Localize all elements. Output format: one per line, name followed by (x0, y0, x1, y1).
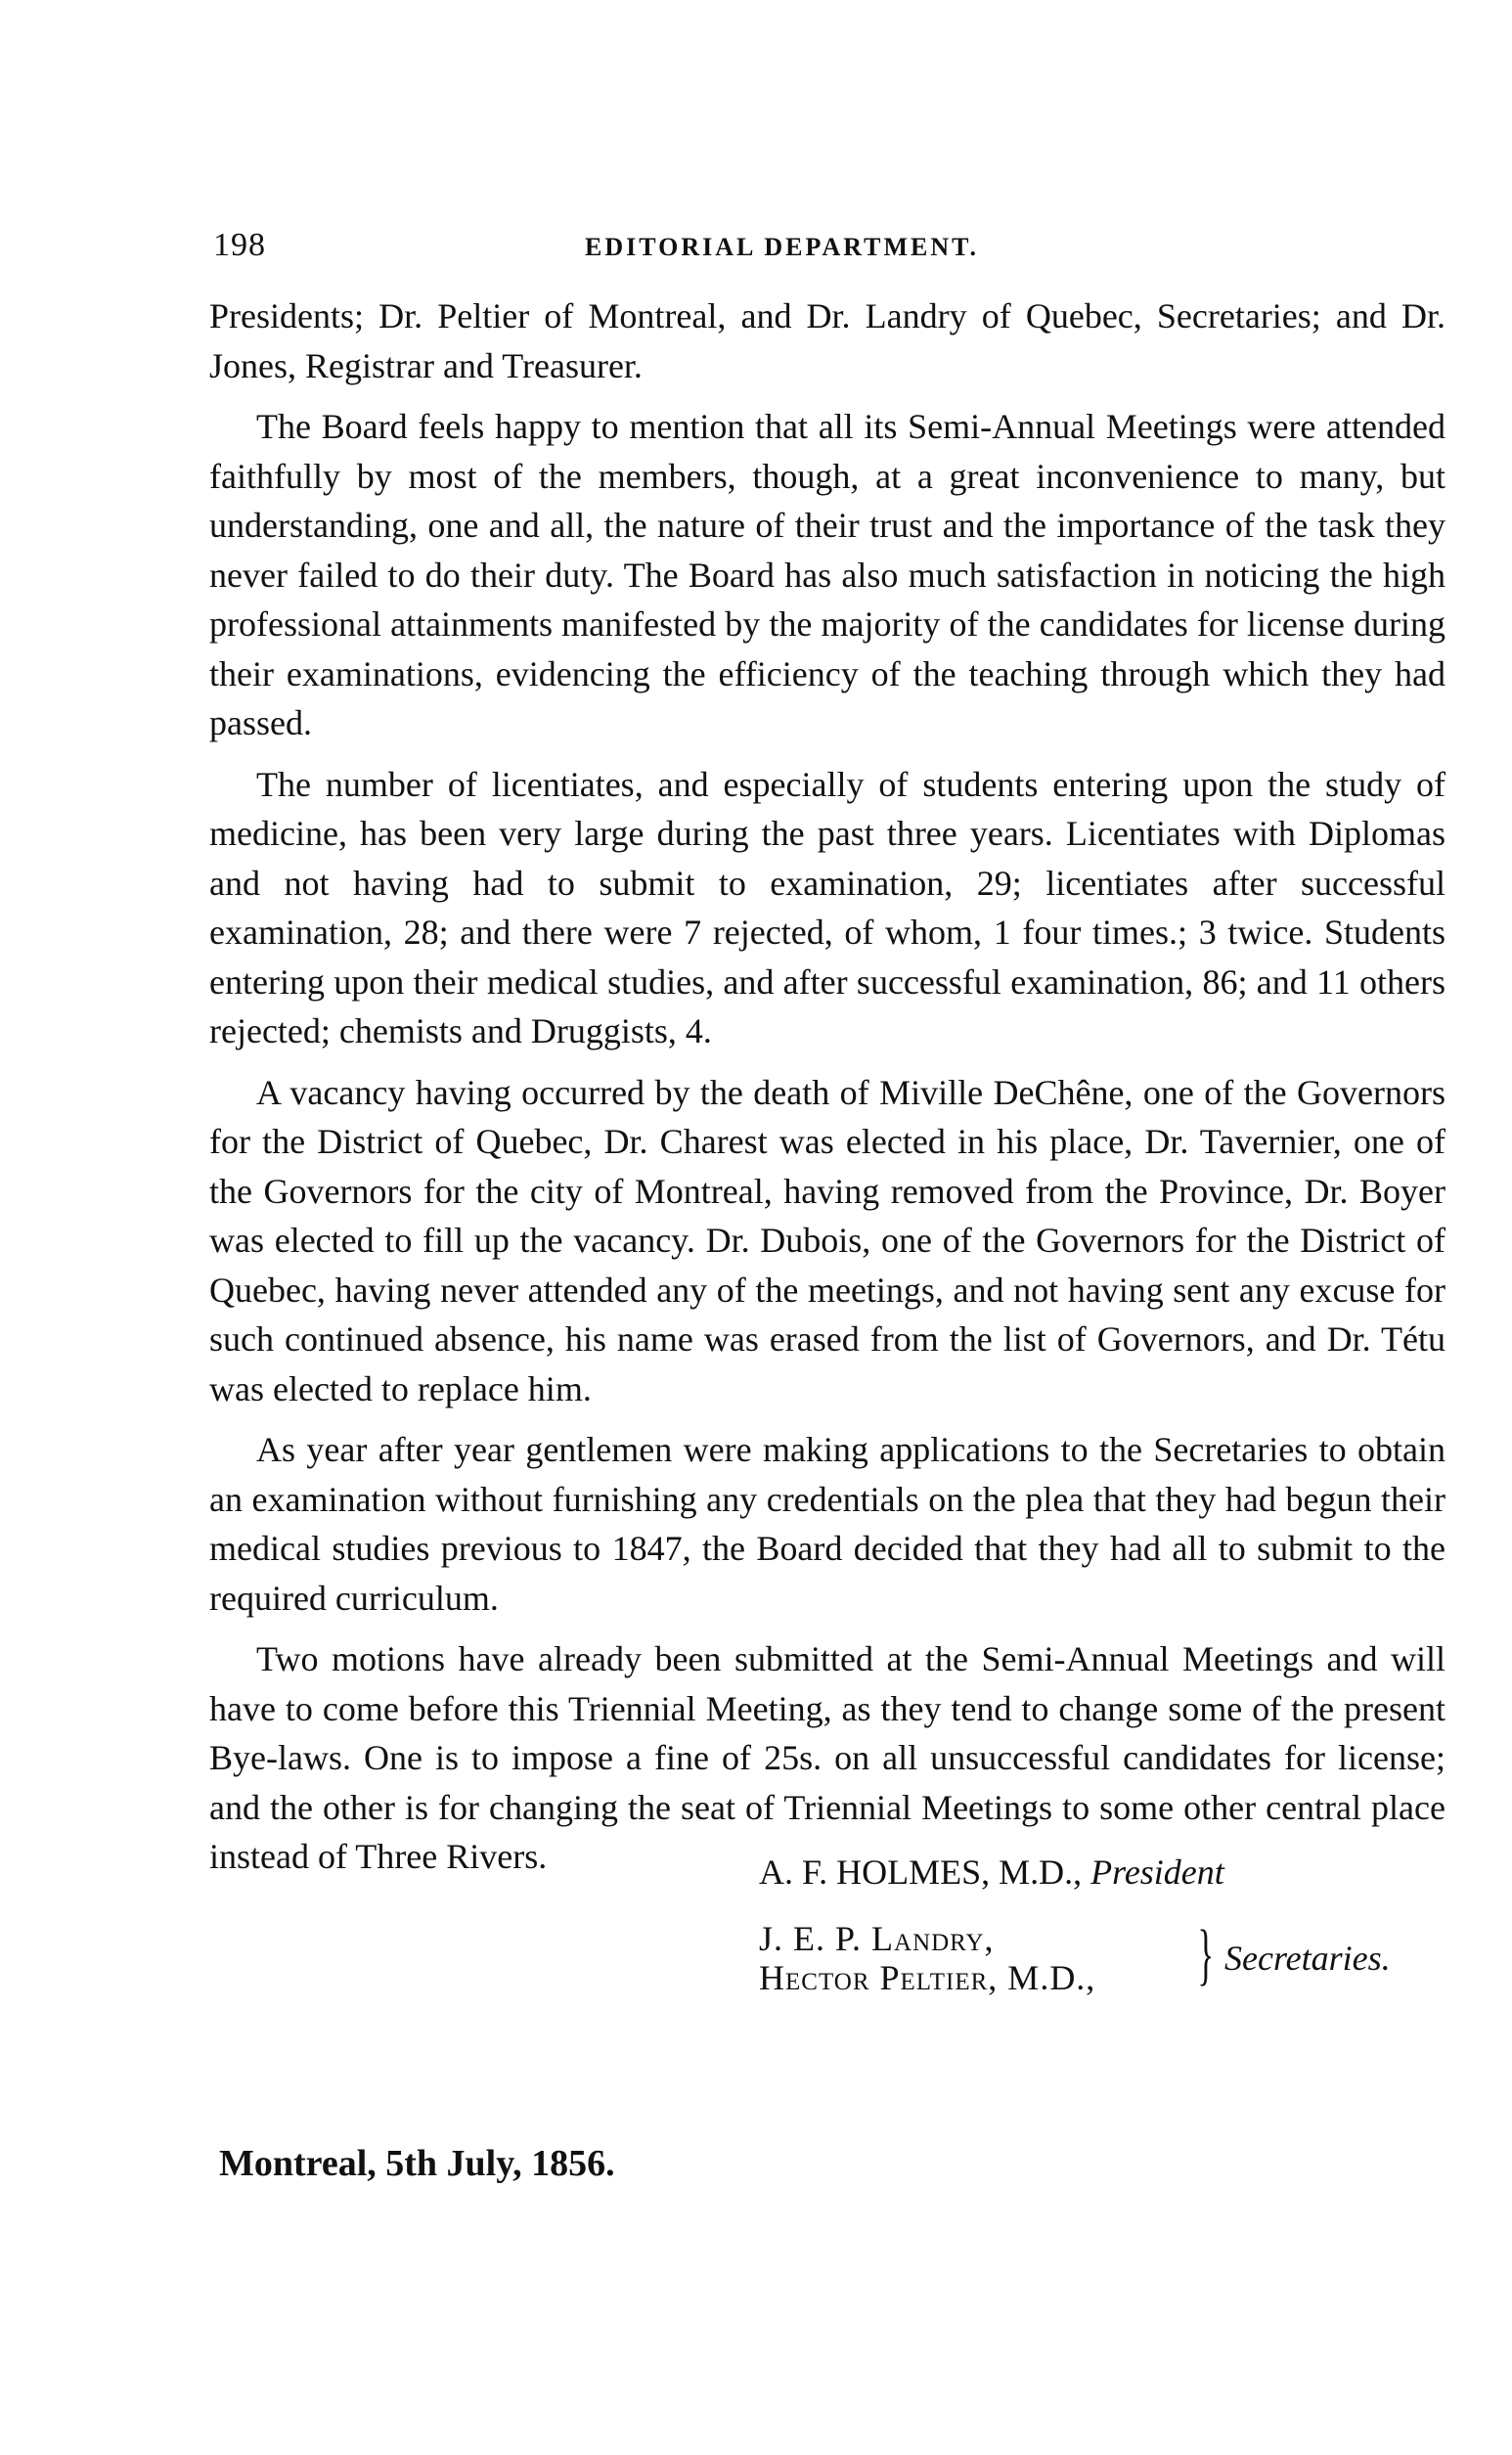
page-header (213, 227, 1445, 266)
president-name: A. F. HOLMES, M.D., (759, 1852, 1083, 1892)
paragraph-curriculum: As year after year gentlemen were making applications to the Secretaries to obtain an examination without furnishing any credentials on the plea that they had begun their medical studies previous to 1847, the Board decided that they had all to submit to the required curriculum. (209, 1430, 1445, 1618)
president-signature (759, 1851, 1463, 1894)
president-role: President (1090, 1852, 1224, 1892)
secretary-names (759, 1919, 1095, 1997)
secretary-landry: J. E. P. Landry, (759, 1919, 995, 1958)
secretary-peltier: Hector Peltier, M.D., (759, 1958, 1096, 1997)
signature-block (759, 1851, 1463, 2007)
paragraph-motions: Two motions have already been submitted at the Semi-Annual Meetings and will have to come before this Triennial Meeting, as they tend to change some of the present Bye-laws. One is to impose a fine of 25s. on all unsuccessful candidates for license; and the other is for changing the seat of Triennial Meetings to some other central place instead of Three Rivers. (209, 1639, 1445, 1876)
brace-icon: } (1197, 1917, 1215, 1992)
paragraph-officers: Presidents; Dr. Peltier of Montreal, and Dr. Landry of Quebec, Secretaries; and Dr. Jones, Registrar and Treasurer. (209, 296, 1445, 385)
paragraph-meetings: The Board feels happy to mention that all its Semi-Annual Meetings were attended faithfully by most of the members, though, at a great inconvenience to many, but understanding, one and all, the nature of their trust and the importance of the task they never failed to do their duty. The Board has also much satisfaction in noticing the high professional attainments manifested by the majority of the candidates for license during their examinations, evidencing the efficiency of the teaching through which they had passed. (209, 407, 1445, 742)
secretaries-role: Secretaries. (1224, 1939, 1391, 1978)
page-number: 198 (213, 227, 266, 263)
paragraph-licentiates: The number of licentiates, and especially of students entering upon the study of medicine, has been very large during the past three years. Licentiates with Diplomas and not having had to submit to examination, 29; licentiates after successful examination, 28; and there were 7 rejected, of whom, 1 four times.; 3 twice. Students entering upon their medical studies, and after successful examination, 86; and 11 others rejected; chemists and Druggists, 4. (209, 764, 1445, 1050)
paragraph-vacancies: A vacancy having occurred by the death of Miville DeChêne, one of the Governors for the District of Quebec, Dr. Charest was elected in his place, Dr. Tavernier, one of the Governors for the city of Montreal, having removed from the Province, Dr. Boyer was elected to fill up the vacancy. Dr. Dubois, one of the Governors for the District of Quebec, having never attended any of the meetings, and not having sent any excuse for such continued absence, his name was erased from the list of Governors, and Dr. Tétu was elected to replace him. (209, 1072, 1445, 1408)
body-text (209, 291, 1445, 1894)
running-head: EDITORIAL DEPARTMENT. (585, 233, 980, 261)
secretaries-signature (759, 1919, 1463, 2007)
dateline: Montreal, 5th July, 1856. (219, 2143, 615, 2184)
